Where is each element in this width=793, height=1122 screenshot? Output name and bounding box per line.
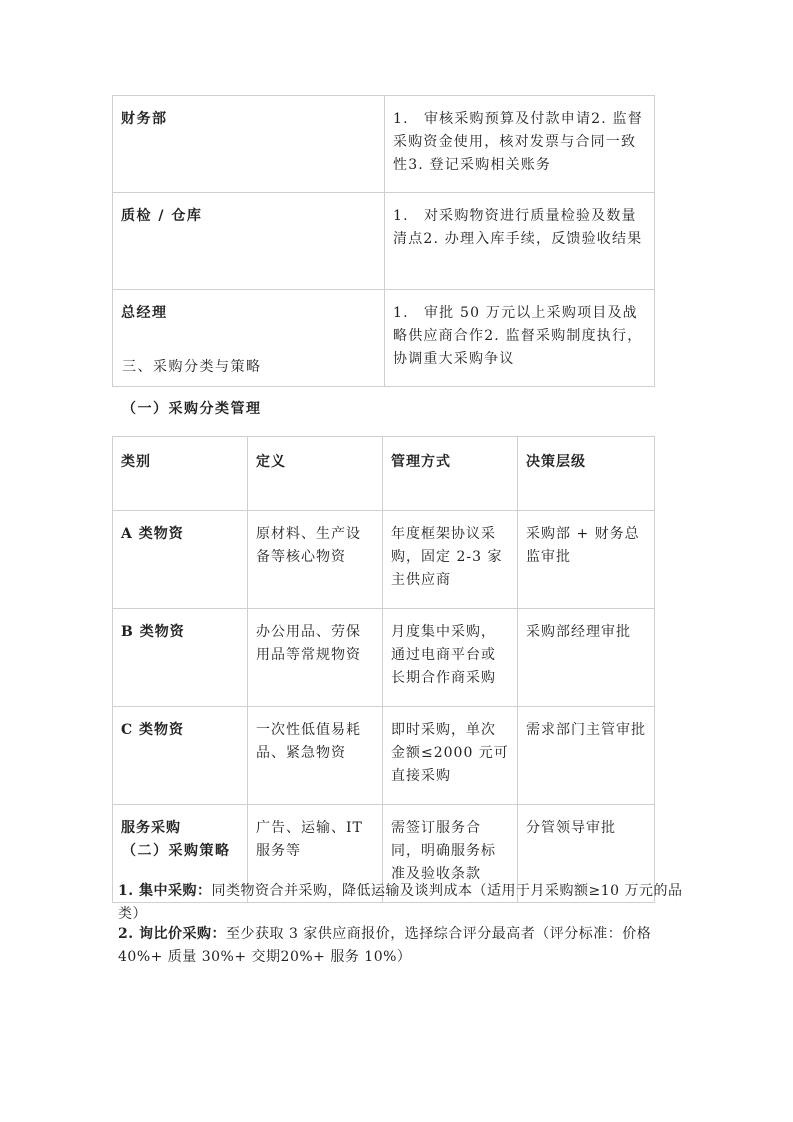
table-cell: 采购部 + 财务总监审批 [518,511,655,609]
role-duties: 1. 对采购物资进行质量检验及数量清点2. 办理入库手续，反馈验收结果 [385,193,655,290]
classification-table [112,436,655,903]
strategy-text: 至少获取 3 家供应商报价，选择综合评分最高者（评分标准：价格 40%+ 质量 30%+ 交期20%+ 服务 10%） [118,926,652,965]
table-cell: 一次性低值易耗品、紧急物资 [248,707,383,805]
table-cell: 需签订服务合同，明确服务标准及验收条款 [383,805,518,903]
section-title: 三、采购分类与策略 [122,359,262,375]
column-header: 决策层级 [518,437,655,511]
table-cell: B 类物资 [113,609,248,707]
table-cell: A 类物资 [113,511,248,609]
table-row [113,511,655,609]
role-name: 财务部 [113,96,385,193]
strategy-paragraph [118,923,693,969]
table-row [113,96,655,193]
column-header: 定义 [248,437,383,511]
role-name: 总经理 [113,290,385,387]
table-cell: 分管领导审批 [518,805,655,903]
strategy-text: 同类物资合并采购，降低运输及谈判成本（适用于月采购额≥10 万元的品类） [118,883,683,922]
table-row [113,193,655,290]
subsection-title: （二）采购策略 [122,843,231,859]
strategy-label: 1. 集中采购： [118,883,212,899]
roles-table [112,95,655,387]
table-cell: 办公用品、劳保用品等常规物资 [248,609,383,707]
column-header: 类别 [113,437,248,511]
table-row [113,609,655,707]
column-header: 管理方式 [383,437,518,511]
role-name: 质检 / 仓库 [113,193,385,290]
strategy-label: 2. 询比价采购： [118,926,226,942]
subsection-title: （一）采购分类管理 [122,401,262,417]
table-cell: 月度集中采购，通过电商平台或长期合作商采购 [383,609,518,707]
table-cell: C 类物资 [113,707,248,805]
role-duties: 1. 审批 50 万元以上采购项目及战略供应商合作2. 监督采购制度执行，协调重大采购争议 [385,290,655,387]
table-cell: 即时采购，单次金额≤2000 元可直接采购 [383,707,518,805]
strategy-paragraph [118,880,693,926]
role-duties: 1. 审核采购预算及付款申请2. 监督采购资金使用，核对发票与合同一致性3. 登记采购相关账务 [385,96,655,193]
table-header-row [113,437,655,511]
table-cell: 采购部经理审批 [518,609,655,707]
table-cell: 年度框架协议采购，固定 2-3 家主供应商 [383,511,518,609]
table-cell: 服务采购 [113,805,248,903]
table-cell: 原材料、生产设备等核心物资 [248,511,383,609]
table-cell: 广告、运输、IT 服务等 [248,805,383,903]
table-row [113,707,655,805]
table-cell: 需求部门主管审批 [518,707,655,805]
